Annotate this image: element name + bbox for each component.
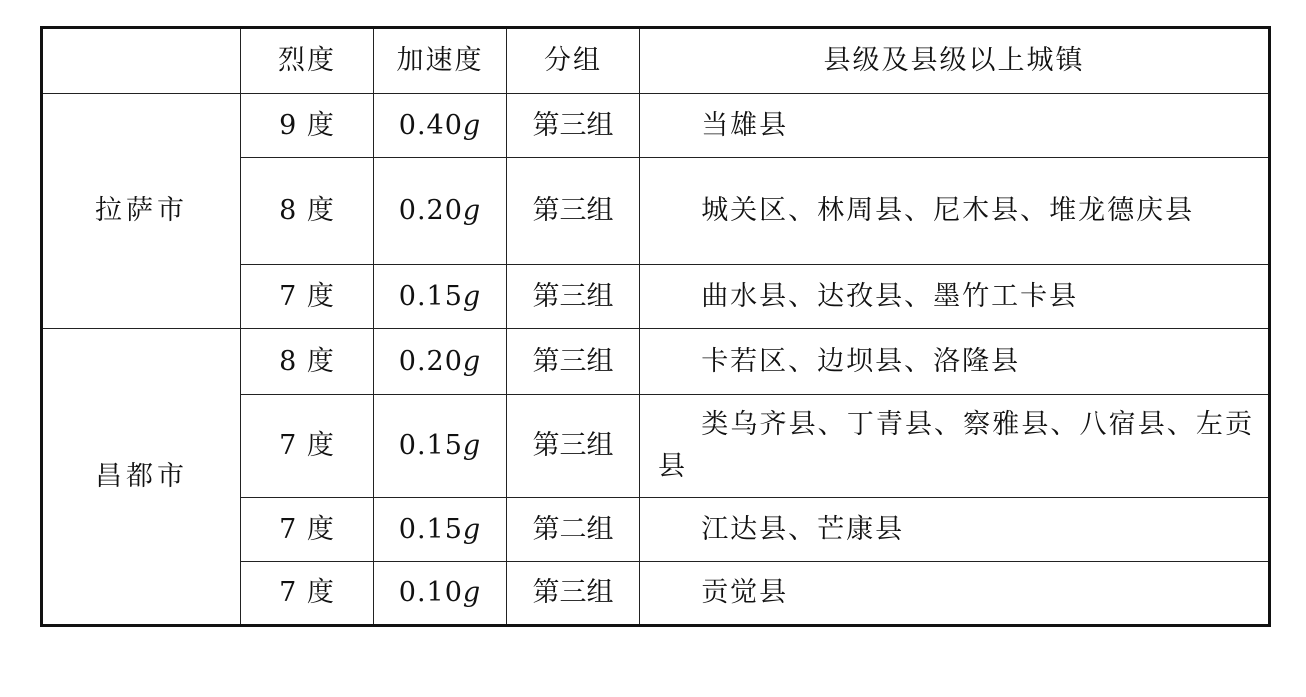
acceleration-unit: g (462, 513, 482, 545)
group-cell: 第三组 (507, 94, 640, 158)
intensity-cell: 8 度 (241, 158, 374, 265)
intensity-cell: 7 度 (241, 395, 374, 498)
acceleration-cell (374, 329, 507, 395)
acceleration-unit: g (462, 430, 482, 462)
towns-cell (640, 94, 1270, 158)
acceleration-value: 0.40 (398, 109, 463, 141)
header-city (42, 28, 241, 94)
towns-cell (640, 395, 1270, 498)
towns-cell (640, 562, 1270, 626)
towns-cell (640, 158, 1270, 265)
towns-cell (640, 498, 1270, 562)
group-cell: 第三组 (507, 158, 640, 265)
acceleration-unit: g (462, 109, 482, 141)
towns-cell (640, 329, 1270, 395)
towns-text: 当雄县 (701, 109, 789, 141)
acceleration-unit: g (462, 280, 482, 312)
acceleration-value: 0.15 (398, 430, 463, 462)
acceleration-value: 0.20 (398, 195, 463, 227)
acceleration-unit: g (462, 195, 482, 227)
acceleration-unit: g (462, 577, 482, 609)
acceleration-cell (374, 265, 507, 329)
intensity-cell: 7 度 (241, 265, 374, 329)
acceleration-unit: g (462, 345, 482, 377)
towns-cell (640, 265, 1270, 329)
group-cell: 第三组 (507, 562, 640, 626)
towns-text: 曲水县、达孜县、墨竹工卡县 (701, 280, 1079, 312)
intensity-cell: 8 度 (241, 329, 374, 395)
header-group: 分组 (507, 28, 640, 94)
group-cell: 第二组 (507, 498, 640, 562)
towns-text: 贡觉县 (701, 577, 789, 609)
header-intensity: 烈度 (241, 28, 374, 94)
acceleration-cell (374, 562, 507, 626)
acceleration-value: 0.15 (398, 280, 463, 312)
towns-text: 城关区、林周县、尼木县、堆龙德庆县 (701, 195, 1195, 227)
acceleration-value: 0.20 (398, 345, 463, 377)
seismic-zoning-table (40, 26, 1271, 627)
group-cell: 第三组 (507, 329, 640, 395)
intensity-cell: 9 度 (241, 94, 374, 158)
towns-text: 江达县、芒康县 (701, 513, 905, 545)
header-row (42, 28, 1270, 94)
group-cell: 第三组 (507, 265, 640, 329)
city-name-cell: 拉萨市 (42, 94, 241, 329)
city-name-cell: 昌都市 (42, 329, 241, 626)
header-acceleration: 加速度 (374, 28, 507, 94)
towns-text: 类乌齐县、丁青县、察雅县、八宿县、左贡县 (658, 409, 1254, 482)
table-row (42, 329, 1270, 395)
seismic-zoning-table-container (40, 26, 1268, 627)
towns-text: 卡若区、边坝县、洛隆县 (701, 345, 1021, 377)
intensity-cell: 7 度 (241, 498, 374, 562)
table-row (42, 94, 1270, 158)
acceleration-value: 0.10 (398, 577, 463, 609)
acceleration-cell (374, 158, 507, 265)
acceleration-cell (374, 498, 507, 562)
group-cell: 第三组 (507, 395, 640, 498)
header-towns: 县级及县级以上城镇 (640, 28, 1270, 94)
acceleration-cell (374, 94, 507, 158)
intensity-cell: 7 度 (241, 562, 374, 626)
acceleration-cell (374, 395, 507, 498)
acceleration-value: 0.15 (398, 513, 463, 545)
